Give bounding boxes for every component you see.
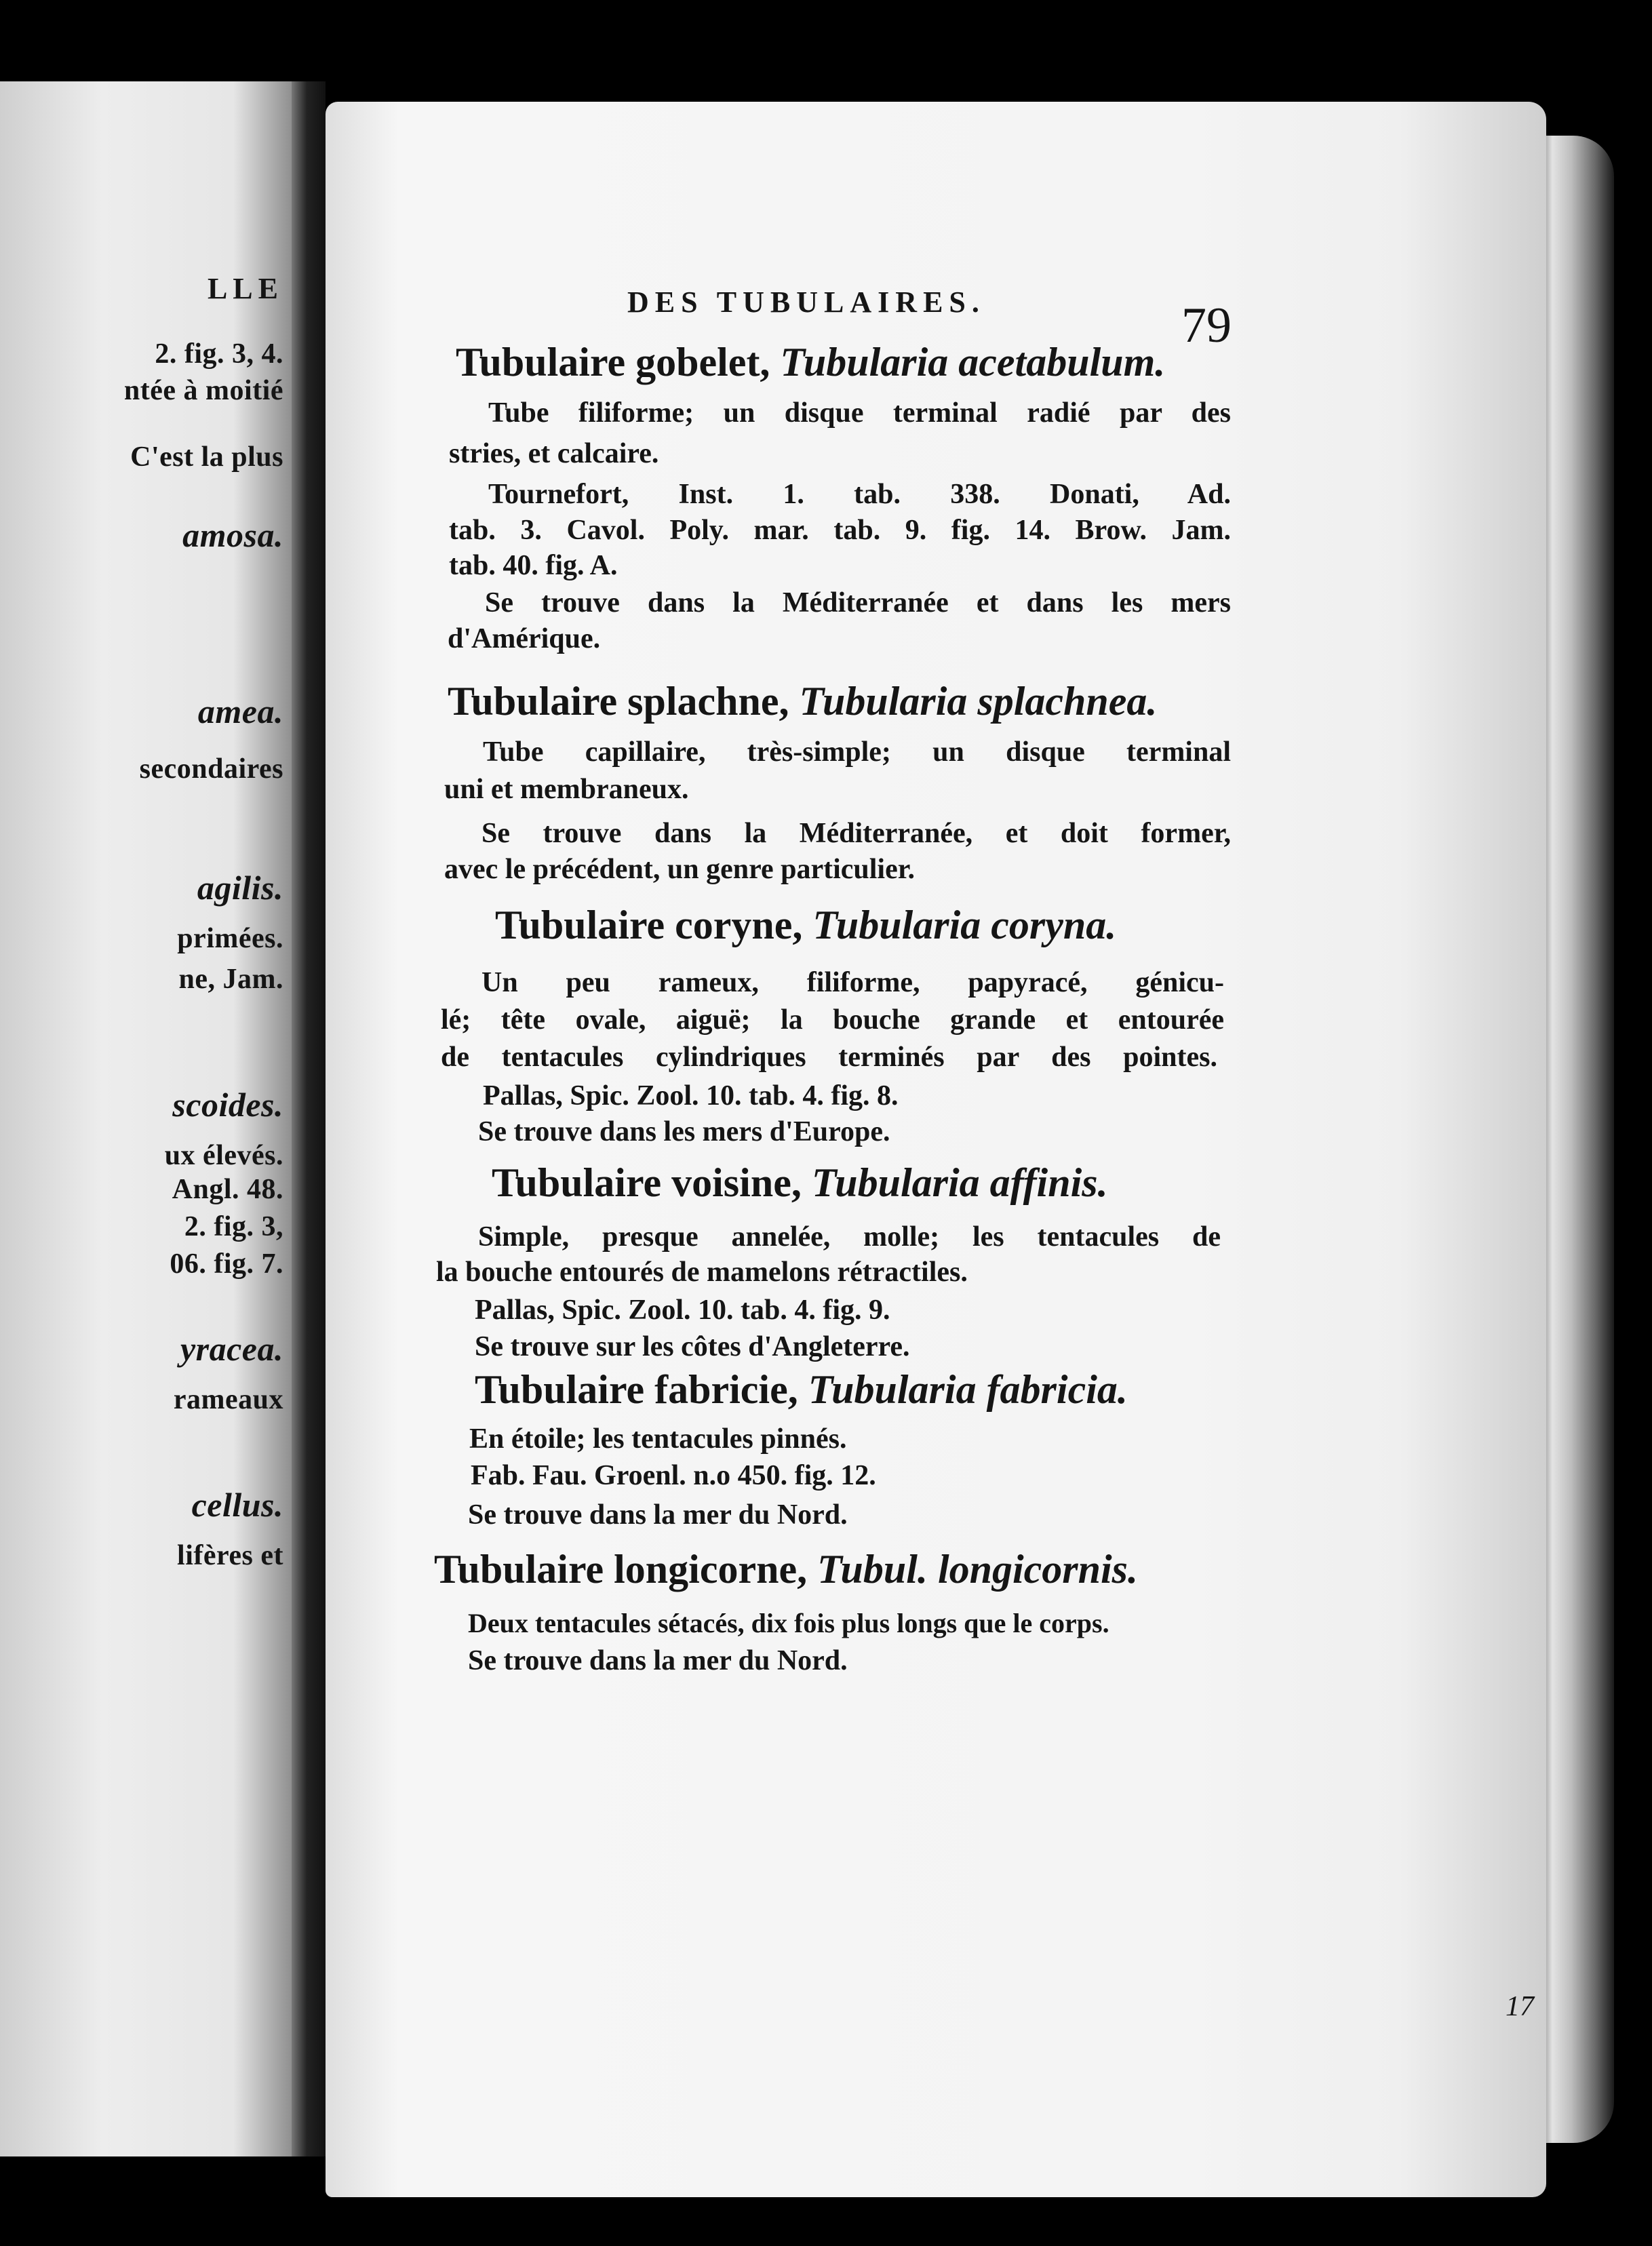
left-line: agilis. [197,869,283,907]
entry-name: Tubulaire longicorne, [434,1547,808,1592]
left-line: ne, Jam. [178,964,283,995]
edge-mark: 17 [1506,1991,1534,2022]
entry-line: Un peu rameux, filiforme, papyracé, génicu- [481,967,1224,998]
entry-line: uni et membraneux. [444,774,689,805]
left-line: amea. [197,692,283,730]
entry-line: Pallas, Spic. Zool. 10. tab. 4. fig. 9. [475,1295,890,1326]
entry-line: Fab. Fau. Groenl. n.o 450. fig. 12. [471,1460,876,1491]
entry-line: tab. 40. fig. A. [449,550,618,581]
entry-line: de tentacules cylindriques terminés par des pointes. [441,1042,1217,1073]
left-line: scoides. [172,1086,283,1124]
left-line: rameaux [173,1384,283,1415]
entry-name: Tubulaire coryne, [495,903,803,947]
entry-line: Tube capillaire, très-simple; un disque terminal [483,736,1231,768]
entry-title [434,1546,1138,1593]
entry-line: En étoile; les tentacules pinnés. [469,1423,847,1455]
entry-line: Tube filiforme; un disque terminal radié par des [488,397,1231,429]
entry-latin: Tubularia coryna. [812,903,1117,947]
left-line: cellus. [191,1486,283,1524]
page-number: 79 [1181,298,1232,353]
entry-title [456,339,1236,386]
entry-name: Tubulaire splachne, [448,679,789,724]
left-line: 06. fig. 7. [170,1248,283,1280]
entry-line: Se trouve dans la Méditerranée, et doit former, [481,818,1231,849]
entry-name: Tubulaire fabricie, [475,1367,798,1412]
entry-line: Deux tentacules sétacés, dix fois plus longs que le corps. [468,1608,1109,1638]
entry-line: Se trouve dans les mers d'Europe. [478,1116,890,1147]
left-line: ux élevés. [164,1140,283,1171]
entry-line: stries, et calcaire. [449,438,659,469]
entry-latin: Tubularia acetabulum. [780,340,1166,385]
entry-line: la bouche entourés de mamelons rétractiles. [436,1257,968,1288]
entry-line: Se trouve dans la mer du Nord. [468,1499,848,1531]
left-line: yracea. [180,1330,283,1368]
entry-line: Pallas, Spic. Zool. 10. tab. 4. fig. 8. [483,1080,899,1111]
facing-page-left [0,81,292,2156]
entry-line: Se trouve dans la mer du Nord. [468,1645,848,1676]
left-line: amosa. [182,516,283,554]
entry-line: Simple, presque annelée, molle; les tentacules de [478,1221,1221,1253]
left-line: secondaires [139,753,283,785]
entry-line: Tournefort, Inst. 1. tab. 338. Donati, Ad. [488,479,1231,510]
entry-line: d'Amérique. [448,623,601,654]
running-head: DES TUBULAIRES. [627,285,985,319]
entry-title [448,678,1231,725]
left-line: 2. fig. 3, [184,1211,283,1242]
entry-title [495,902,1116,949]
left-line: C'est la plus [130,441,283,473]
left-line: primées. [177,923,283,954]
entry-line: lé; tête ovale, aiguë; la bouche grande et entourée [441,1004,1224,1036]
entry-latin: Tubularia fabricia. [808,1367,1128,1412]
left-line: 2. fig. 3, 4. [155,338,283,370]
entry-latin: Tubularia affinis. [811,1160,1108,1205]
book-gutter [292,81,326,2156]
entry-line: Se trouve sur les côtes d'Angleterre. [475,1331,910,1362]
entry-title [475,1366,1128,1413]
entry-name: Tubulaire gobelet, [456,340,770,385]
left-line: ntée à moitié [123,375,283,406]
entry-latin: Tubularia splachnea. [799,679,1158,724]
entry-latin: Tubul. longicornis. [817,1547,1139,1592]
left-line: lifères et [177,1540,283,1571]
entry-line: tab. 3. Cavol. Poly. mar. tab. 9. fig. 14. Brow. Jam. [449,515,1231,546]
left-line: Angl. 48. [172,1174,283,1205]
entry-line: Se trouve dans la Méditerranée et dans les mers [485,587,1231,618]
entry-line: avec le précédent, un genre particulier. [444,854,916,885]
left-line: LLE [207,272,283,305]
entry-name: Tubulaire voisine, [492,1160,802,1205]
entry-title [492,1160,1108,1206]
